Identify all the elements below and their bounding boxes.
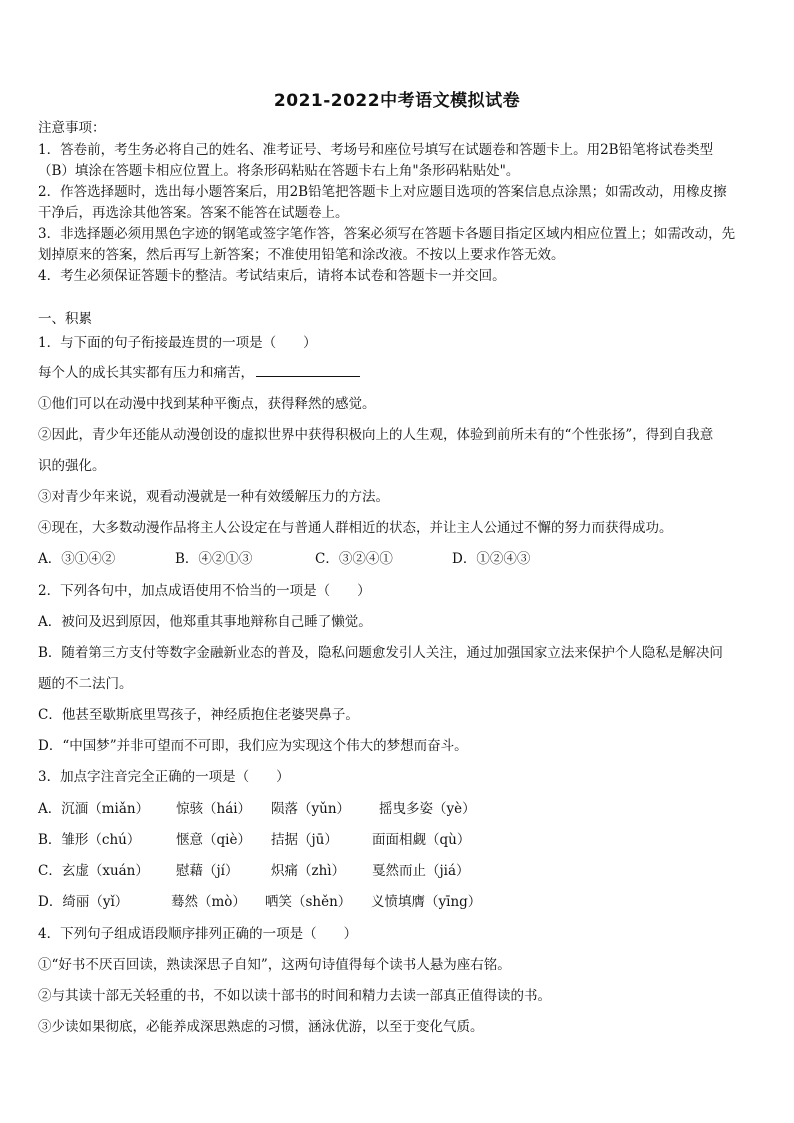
sentence-text: 每个人的成长其实都有压力和痛苦， bbox=[38, 365, 254, 381]
notes-line: 划掉原来的答案，然后再写上新答案；不准使用铅笔和涂改液。不按以上要求作答无效。 bbox=[38, 247, 565, 263]
exam-title: 2021-2022中考语文模拟试卷 bbox=[273, 91, 521, 111]
option-b: B．④②①③ bbox=[175, 551, 253, 567]
question-1-item: ②因此，青少年还能从动漫创设的虚拟世界中获得积极向上的人生观，体验到前所未有的“个性张扬”，得到自我意 bbox=[38, 427, 714, 443]
question-2-option-a: A．被问及迟到原因，他郑重其事地辩称自己睡了懒觉。 bbox=[38, 614, 372, 630]
pinyin-item: 蓦然（mò） bbox=[171, 894, 246, 910]
question-4-item: ②与其读十部无关轻重的书，不如以读十部书的时间和精力去读一部真正值得读的书。 bbox=[38, 988, 551, 1004]
question-1-item: ④现在，大多数动漫作品将主人公设定在与普通人群相近的状态，并让主人公通过不懈的努力而获得成功。 bbox=[38, 520, 673, 536]
pinyin-item: C．玄虚（xuán） bbox=[38, 863, 149, 879]
pinyin-item: 义愤填膺（yīng） bbox=[371, 894, 482, 910]
answer-blank bbox=[256, 364, 360, 377]
question-4-item: ③少读如果彻底，必能养成深思熟虑的习惯，涵泳优游，以至于变化气质。 bbox=[38, 1019, 484, 1035]
question-3-stem: 3．加点字注音完全正确的一项是（ ） bbox=[38, 769, 290, 785]
notes-line: 3．非选择题必须用黑色字迹的钢笔或签字笔作答，答案必须写在答题卡各题目指定区域内相应位置上；如需改动，先 bbox=[38, 226, 736, 242]
pinyin-item: 陨落（yǔn） bbox=[271, 801, 351, 817]
question-2-option-d: D．“中国梦”并非可望而不可即，我们应为实现这个伟大的梦想而奋斗。 bbox=[38, 738, 468, 754]
question-2-option-b: B．随着第三方支付等数字金融新业态的普及，隐私问题愈发引人关注，通过加强国家立法来保护个人隐私是解决问 bbox=[38, 645, 723, 661]
question-1-sentence bbox=[38, 364, 360, 382]
notes-line: （B）填涂在答题卡相应位置上。将条形码粘贴在答题卡右上角"条形码粘贴处"。 bbox=[38, 163, 520, 179]
pinyin-item: A．沉湎（miǎn） bbox=[38, 801, 150, 817]
pinyin-item: 惊骇（hái） bbox=[176, 801, 252, 817]
question-1-item: 识的强化。 bbox=[38, 458, 106, 474]
notes-line: 干净后，再选涂其他答案。答案不能答在试题卷上。 bbox=[38, 205, 349, 221]
notes-line: 2．作答选择题时，选出每小题答案后，用2B铅笔把答题卡上对应题目选项的答案信息点涂黑；如需改动，用橡皮擦 bbox=[38, 184, 727, 200]
question-2-option-c: C．他甚至歇斯底里骂孩子，神经质抱住老婆哭鼻子。 bbox=[38, 707, 359, 723]
pinyin-item: 面面相觑（qù） bbox=[372, 832, 471, 848]
pinyin-item: B．雏形（chú） bbox=[38, 832, 141, 848]
section-heading: 一、积累 bbox=[38, 311, 92, 327]
question-4-item: ①“好书不厌百回读，熟读深思子自知”，这两句诗值得每个读书人悬为座右铭。 bbox=[38, 957, 511, 973]
pinyin-item: 炽痛（zhì） bbox=[271, 863, 346, 879]
question-1-item: ③对青少年来说，观看动漫就是一种有效缓解压力的方法。 bbox=[38, 489, 389, 505]
pinyin-item: 慰藉（jí） bbox=[176, 863, 239, 879]
question-4-stem: 4．下列句子组成语段顺序排列正确的一项是（ ） bbox=[38, 926, 358, 942]
pinyin-item: D．绮丽（yǐ） bbox=[38, 894, 129, 910]
question-1-item: ①他们可以在动漫中找到某种平衡点，获得释然的感觉。 bbox=[38, 396, 376, 412]
option-c: C．③②④① bbox=[315, 551, 393, 567]
pinyin-item: 摇曳多姿（yè） bbox=[379, 801, 476, 817]
pinyin-item: 拮据（jū） bbox=[271, 832, 338, 848]
pinyin-item: 惬意（qiè） bbox=[176, 832, 251, 848]
notes-heading: 注意事项： bbox=[38, 120, 106, 136]
question-2-option-b-cont: 题的不二法门。 bbox=[38, 676, 133, 692]
question-2-stem: 2．下列各句中，加点成语使用不恰当的一项是（ ） bbox=[38, 583, 371, 599]
option-d: D．①②④③ bbox=[452, 551, 531, 567]
option-a: A．③①④② bbox=[38, 551, 116, 567]
question-1-stem: 1．与下面的句子衔接最连贯的一项是（ ） bbox=[38, 335, 317, 351]
pinyin-item: 戛然而止（jiá） bbox=[372, 863, 470, 879]
notes-line: 4．考生必须保证答题卡的整洁。考试结束后，请将本试卷和答题卡一并交回。 bbox=[38, 268, 506, 284]
pinyin-item: 哂笑（shěn） bbox=[265, 894, 352, 910]
notes-line: 1．答卷前，考生务必将自己的姓名、准考证号、考场号和座位号填写在试题卷和答题卡上。用2B铅笔将试卷类型 bbox=[38, 142, 714, 158]
